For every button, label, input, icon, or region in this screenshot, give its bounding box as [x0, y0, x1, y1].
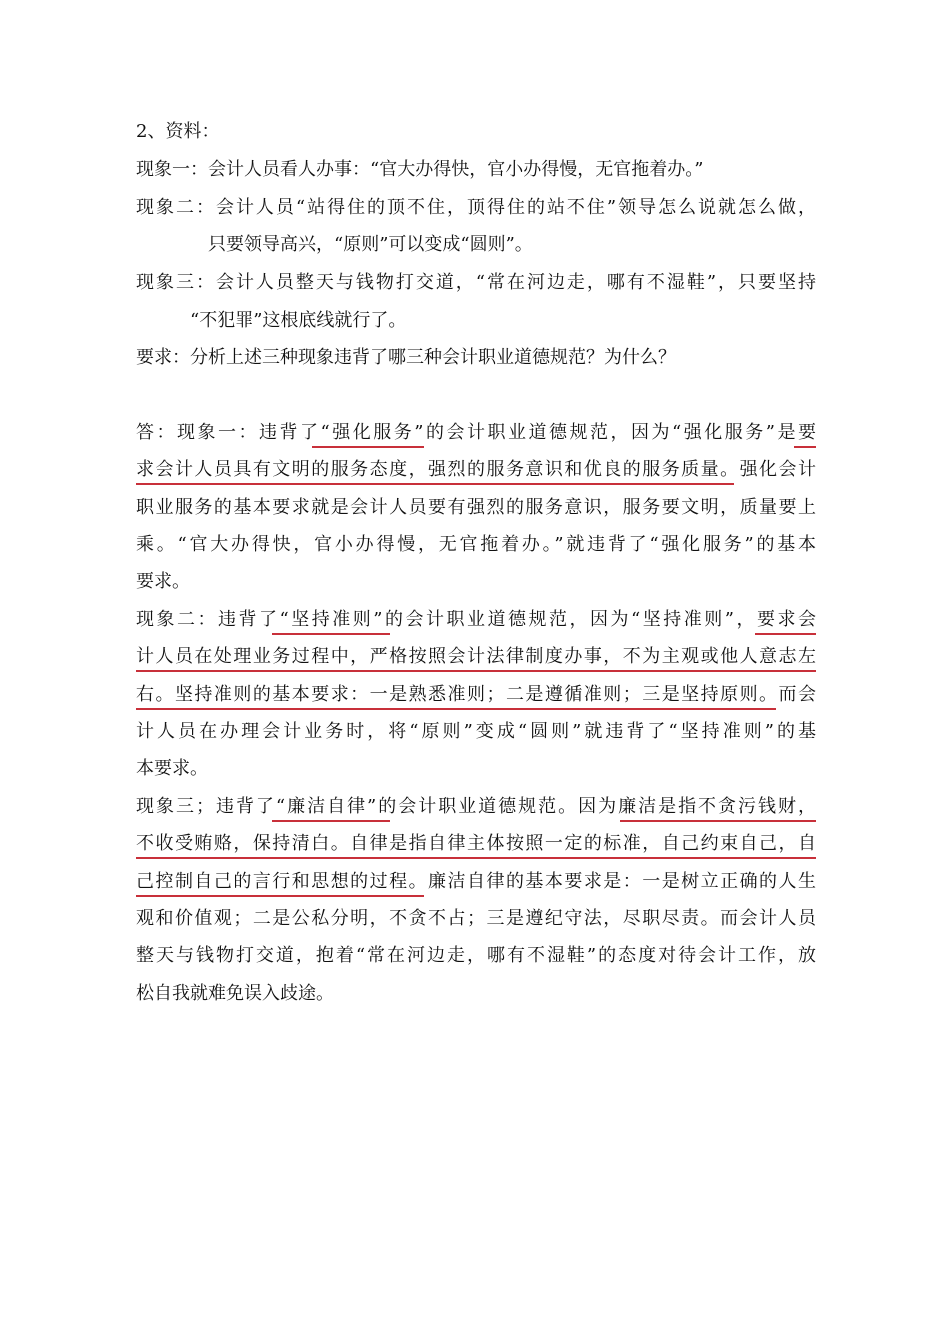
answer-two-line-3: 右。坚持准则的基本要求：一是熟悉准则；二是遵循准则；三是坚持原则。而会 [136, 684, 816, 705]
answer-three-line-3: 己控制自己的言行和思想的过程。廉洁自律的基本要求是：一是树立正确的人生 [136, 871, 816, 892]
phenomenon-one: 现象一：会计人员看人办事：“官大办得快，官小办得慢，无官拖着办。” [136, 159, 704, 180]
requirement: 要求：分析上述三种现象违背了哪三种会计职业道德规范？为什么？ [136, 347, 676, 368]
underline-answer-one-b [136, 483, 734, 485]
phenomenon-three-line-2: “不犯罪”这根底线就行了。 [190, 310, 407, 331]
phenomenon-three-line-1: 现象三：会计人员整天与钱物打交道，“常在河边走，哪有不湿鞋”，只要坚持 [136, 272, 816, 293]
answer-one-line-5: 要求。 [136, 571, 190, 592]
underline-qianghua-fuwu [312, 446, 424, 448]
answer-one-line-4: 乘。“官大办得快，官小办得慢，无官拖着办。”就违背了“强化服务”的基本 [136, 534, 816, 555]
underline-answer-two-a [755, 633, 816, 635]
underline-jianchi-zhunze [272, 633, 390, 635]
answer-one-line-3: 职业服务的基本要求就是会计人员要有强烈的服务意识，服务要文明，质量要上 [136, 497, 816, 518]
material-heading: 2、资料： [136, 121, 220, 142]
answer-three-line-2: 不收受贿赂，保持清白。自律是指自律主体按照一定的标准，自己约束自己，自 [136, 833, 816, 854]
answer-three-line-4: 观和价值观；二是公私分明，不贪不占；三是遵纪守法，尽职尽责。而会计人员 [136, 908, 816, 929]
answer-three-line-6: 松自我就难免误入歧途。 [136, 983, 334, 1004]
phenomenon-two-line-1: 现象二：会计人员“站得住的顶不住，顶得住的站不住”领导怎么说就怎么做， [136, 197, 816, 218]
answer-two-line-5: 本要求。 [136, 758, 208, 779]
underline-answer-three-c [136, 895, 424, 897]
answer-two-line-2: 计人员在处理业务过程中，严格按照会计法律制度办事，不为主观或他人意志左 [136, 646, 816, 667]
underline-answer-two-b [136, 670, 816, 672]
answer-two-line-4: 计人员在办理会计业务时，将“原则”变成“圆则”就违背了“坚持准则”的基 [136, 721, 816, 742]
answer-one-line-2: 求会计人员具有文明的服务态度，强烈的服务意识和优良的服务质量。强化会计 [136, 459, 816, 480]
phenomenon-two-line-2: 只要领导高兴，“原则”可以变成“圆则”。 [208, 234, 533, 255]
answer-three-line-5: 整天与钱物打交道，抱着“常在河边走，哪有不湿鞋”的态度对待会计工作，放 [136, 945, 816, 966]
underline-lianjie-zilü [272, 820, 390, 822]
answer-three-line-1: 现象三；违背了“廉洁自律”的会计职业道德规范。因为廉洁是指不贪污钱财， [136, 796, 816, 817]
underline-answer-two-c [136, 708, 776, 710]
underline-answer-one-a [794, 446, 816, 448]
answer-one-line-1: 答：现象一：违背了“强化服务”的会计职业道德规范，因为“强化服务”是要 [136, 422, 816, 443]
underline-answer-three-b [136, 857, 816, 859]
underline-answer-three-a [620, 820, 816, 822]
answer-two-line-1: 现象二：违背了“坚持准则”的会计职业道德规范，因为“坚持准则”，要求会 [136, 609, 816, 630]
